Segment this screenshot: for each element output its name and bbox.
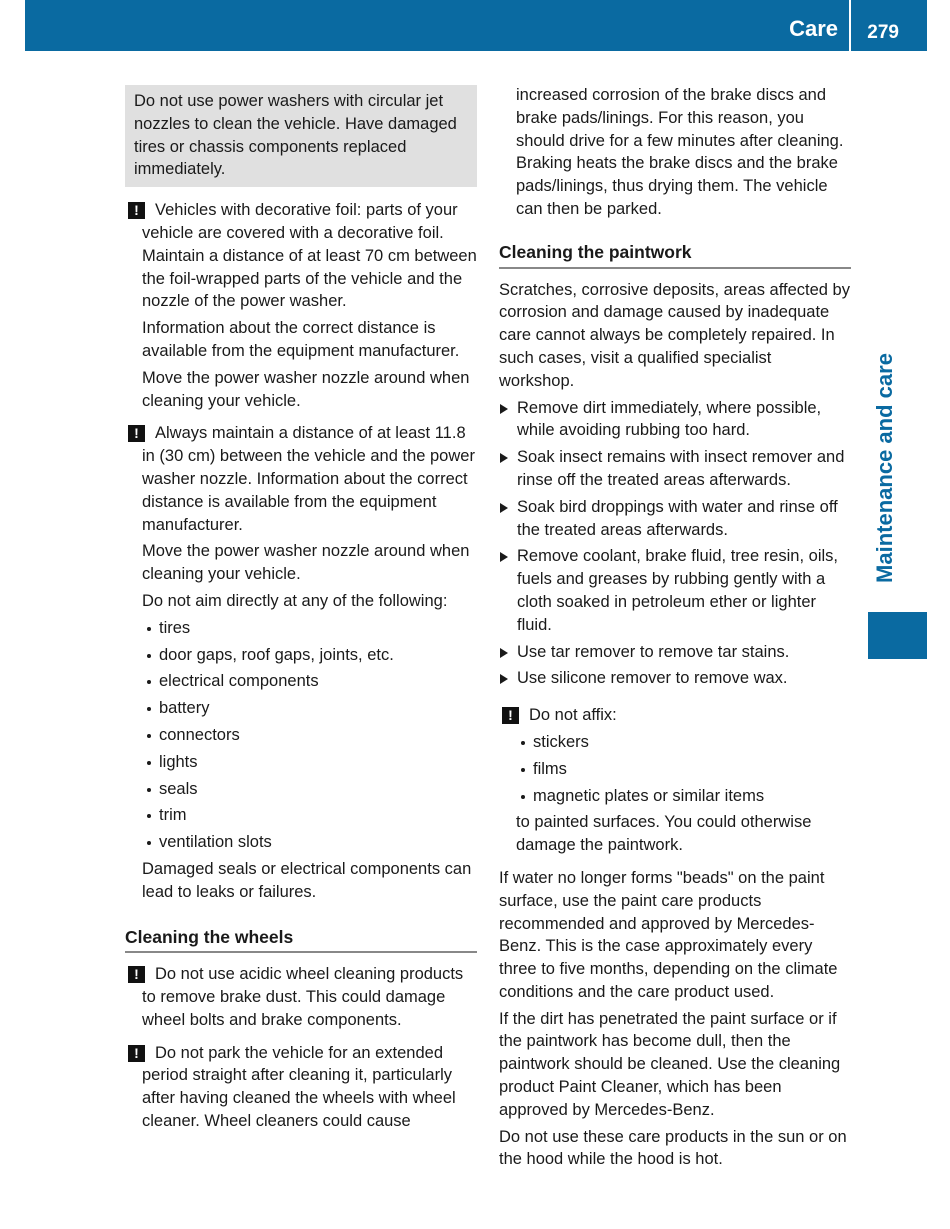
page-header xyxy=(25,0,927,51)
note-text: Do not use acidic wheel cleaning products to remove brake dust. This could damage wheel bolts and brake components. xyxy=(142,965,464,1029)
step-item: Use silicone remover to remove wax. xyxy=(499,667,851,690)
step-item: Soak insect remains with insect remover and rinse off the treated areas afterwards. xyxy=(499,446,851,492)
exclamation-icon: ! xyxy=(128,966,145,983)
arrow-icon xyxy=(500,503,508,513)
exclamation-icon: ! xyxy=(128,425,145,442)
exclamation-icon: ! xyxy=(128,1045,145,1062)
list-item: trim xyxy=(145,804,477,827)
note-text: Do not affix: xyxy=(529,706,617,725)
header-divider xyxy=(849,0,851,51)
note-acidic-cleaner xyxy=(125,963,477,1031)
step-item: Remove dirt immediately, where possible, while avoiding rubbing too hard. xyxy=(499,397,851,443)
right-column xyxy=(499,85,851,1175)
list-item: electrical components xyxy=(145,670,477,693)
note-text: Vehicles with decorative foil: parts of your vehicle are covered with a decorative foil. Maintain a distance of at least 70 cm between the foil-wrapped parts of the vehicle and the nozzle of the power washer. xyxy=(142,201,477,311)
list-item: lights xyxy=(145,751,477,774)
paragraph: If water no longer forms "beads" on the paint surface, use the paint care products recommended and approved by Mercedes-Benz. This is the case approximately every three to five months, depending on the climate conditions and the care product used. xyxy=(499,868,838,1001)
list-item: battery xyxy=(145,697,477,720)
chapter-tab xyxy=(865,330,905,605)
note-text: Move the power washer nozzle around when cleaning your vehicle. xyxy=(142,368,470,410)
note-text: Information about the correct distance is available from the equipment manufacturer. xyxy=(142,319,460,360)
note-distance xyxy=(125,422,477,903)
list-item: films xyxy=(519,758,851,781)
note-text: Damaged seals or electrical components can lead to leaks or failures. xyxy=(142,859,472,901)
list-item: door gaps, roof gaps, joints, etc. xyxy=(145,644,477,667)
warning-box xyxy=(125,85,477,187)
arrow-icon xyxy=(500,552,508,562)
note-text: to painted surfaces. You could otherwise damage the paintwork. xyxy=(516,813,812,855)
note-do-not-affix xyxy=(499,704,851,857)
step-item: Soak bird droppings with water and rinse off the treated areas afterwards. xyxy=(499,496,851,542)
note-decorative-foil xyxy=(125,199,477,412)
continued-text: increased corrosion of the brake discs and brake pads/linings. For this reason, you should drive for a few minutes after cleaning. Braking heats the brake discs and the brake pads/linings, thus drying them. The vehicle can then be parked. xyxy=(516,86,844,218)
list-item: magnetic plates or similar items xyxy=(519,785,851,808)
bullet-list xyxy=(516,731,851,807)
list-item: connectors xyxy=(145,724,477,747)
left-column xyxy=(125,85,477,1143)
exclamation-icon: ! xyxy=(128,202,145,219)
page-number: 279 xyxy=(867,22,899,43)
list-item: seals xyxy=(145,778,477,801)
paragraph: Scratches, corrosive deposits, areas affected by corrosion and damage caused by inadequate care cannot always be completely repaired. In such cases, visit a qualified specialist workshop. xyxy=(499,280,850,390)
arrow-icon xyxy=(500,648,508,658)
step-item: Remove coolant, brake fluid, tree resin, oils, fuels and greases by rubbing gently with a cloth soaked in petroleum ether or lighter fluid. xyxy=(499,545,851,636)
warning-text: Do not use power washers with circular jet nozzles to clean the vehicle. Have damaged tires or chassis components replaced immediately. xyxy=(134,92,457,179)
list-item: ventilation slots xyxy=(145,831,477,854)
arrow-icon xyxy=(500,453,508,463)
paragraph: Do not use these care products in the sun or on the hood while the hood is hot. xyxy=(499,1127,847,1169)
list-item: tires xyxy=(145,617,477,640)
note-text: Always maintain a distance of at least 11.8 in (30 cm) between the vehicle and the power washer nozzle. Information about the correct distance is available from the equipment manufacturer. xyxy=(142,424,475,534)
list-item: stickers xyxy=(519,731,851,754)
arrow-icon xyxy=(500,674,508,684)
section-heading-wheels: Cleaning the wheels xyxy=(125,926,477,954)
note-text: Do not park the vehicle for an extended period straight after cleaning it, particularly after having cleaned the wheels with wheel cleaner. Wheel cleaners could cause xyxy=(142,1043,456,1131)
section-heading-paintwork: Cleaning the paintwork xyxy=(499,241,851,269)
chapter-label: Maintenance and care xyxy=(872,353,897,583)
note-text: Move the power washer nozzle around when cleaning your vehicle. xyxy=(142,542,470,584)
section-title: Care xyxy=(789,16,838,41)
bullet-list xyxy=(142,617,477,854)
exclamation-icon: ! xyxy=(502,707,519,724)
arrow-icon xyxy=(500,404,508,414)
note-text: Do not aim directly at any of the following: xyxy=(142,591,448,610)
chapter-marker xyxy=(868,612,927,659)
step-item: Use tar remover to remove tar stains. xyxy=(499,641,851,664)
step-list xyxy=(499,397,851,691)
note-parking xyxy=(125,1042,477,1133)
paragraph: If the dirt has penetrated the paint surface or if the paintwork has become dull, then the paintwork should be cleaned. Use the cleaning product Paint Cleaner, which has been approved by Mercedes-Benz. xyxy=(499,1009,841,1119)
